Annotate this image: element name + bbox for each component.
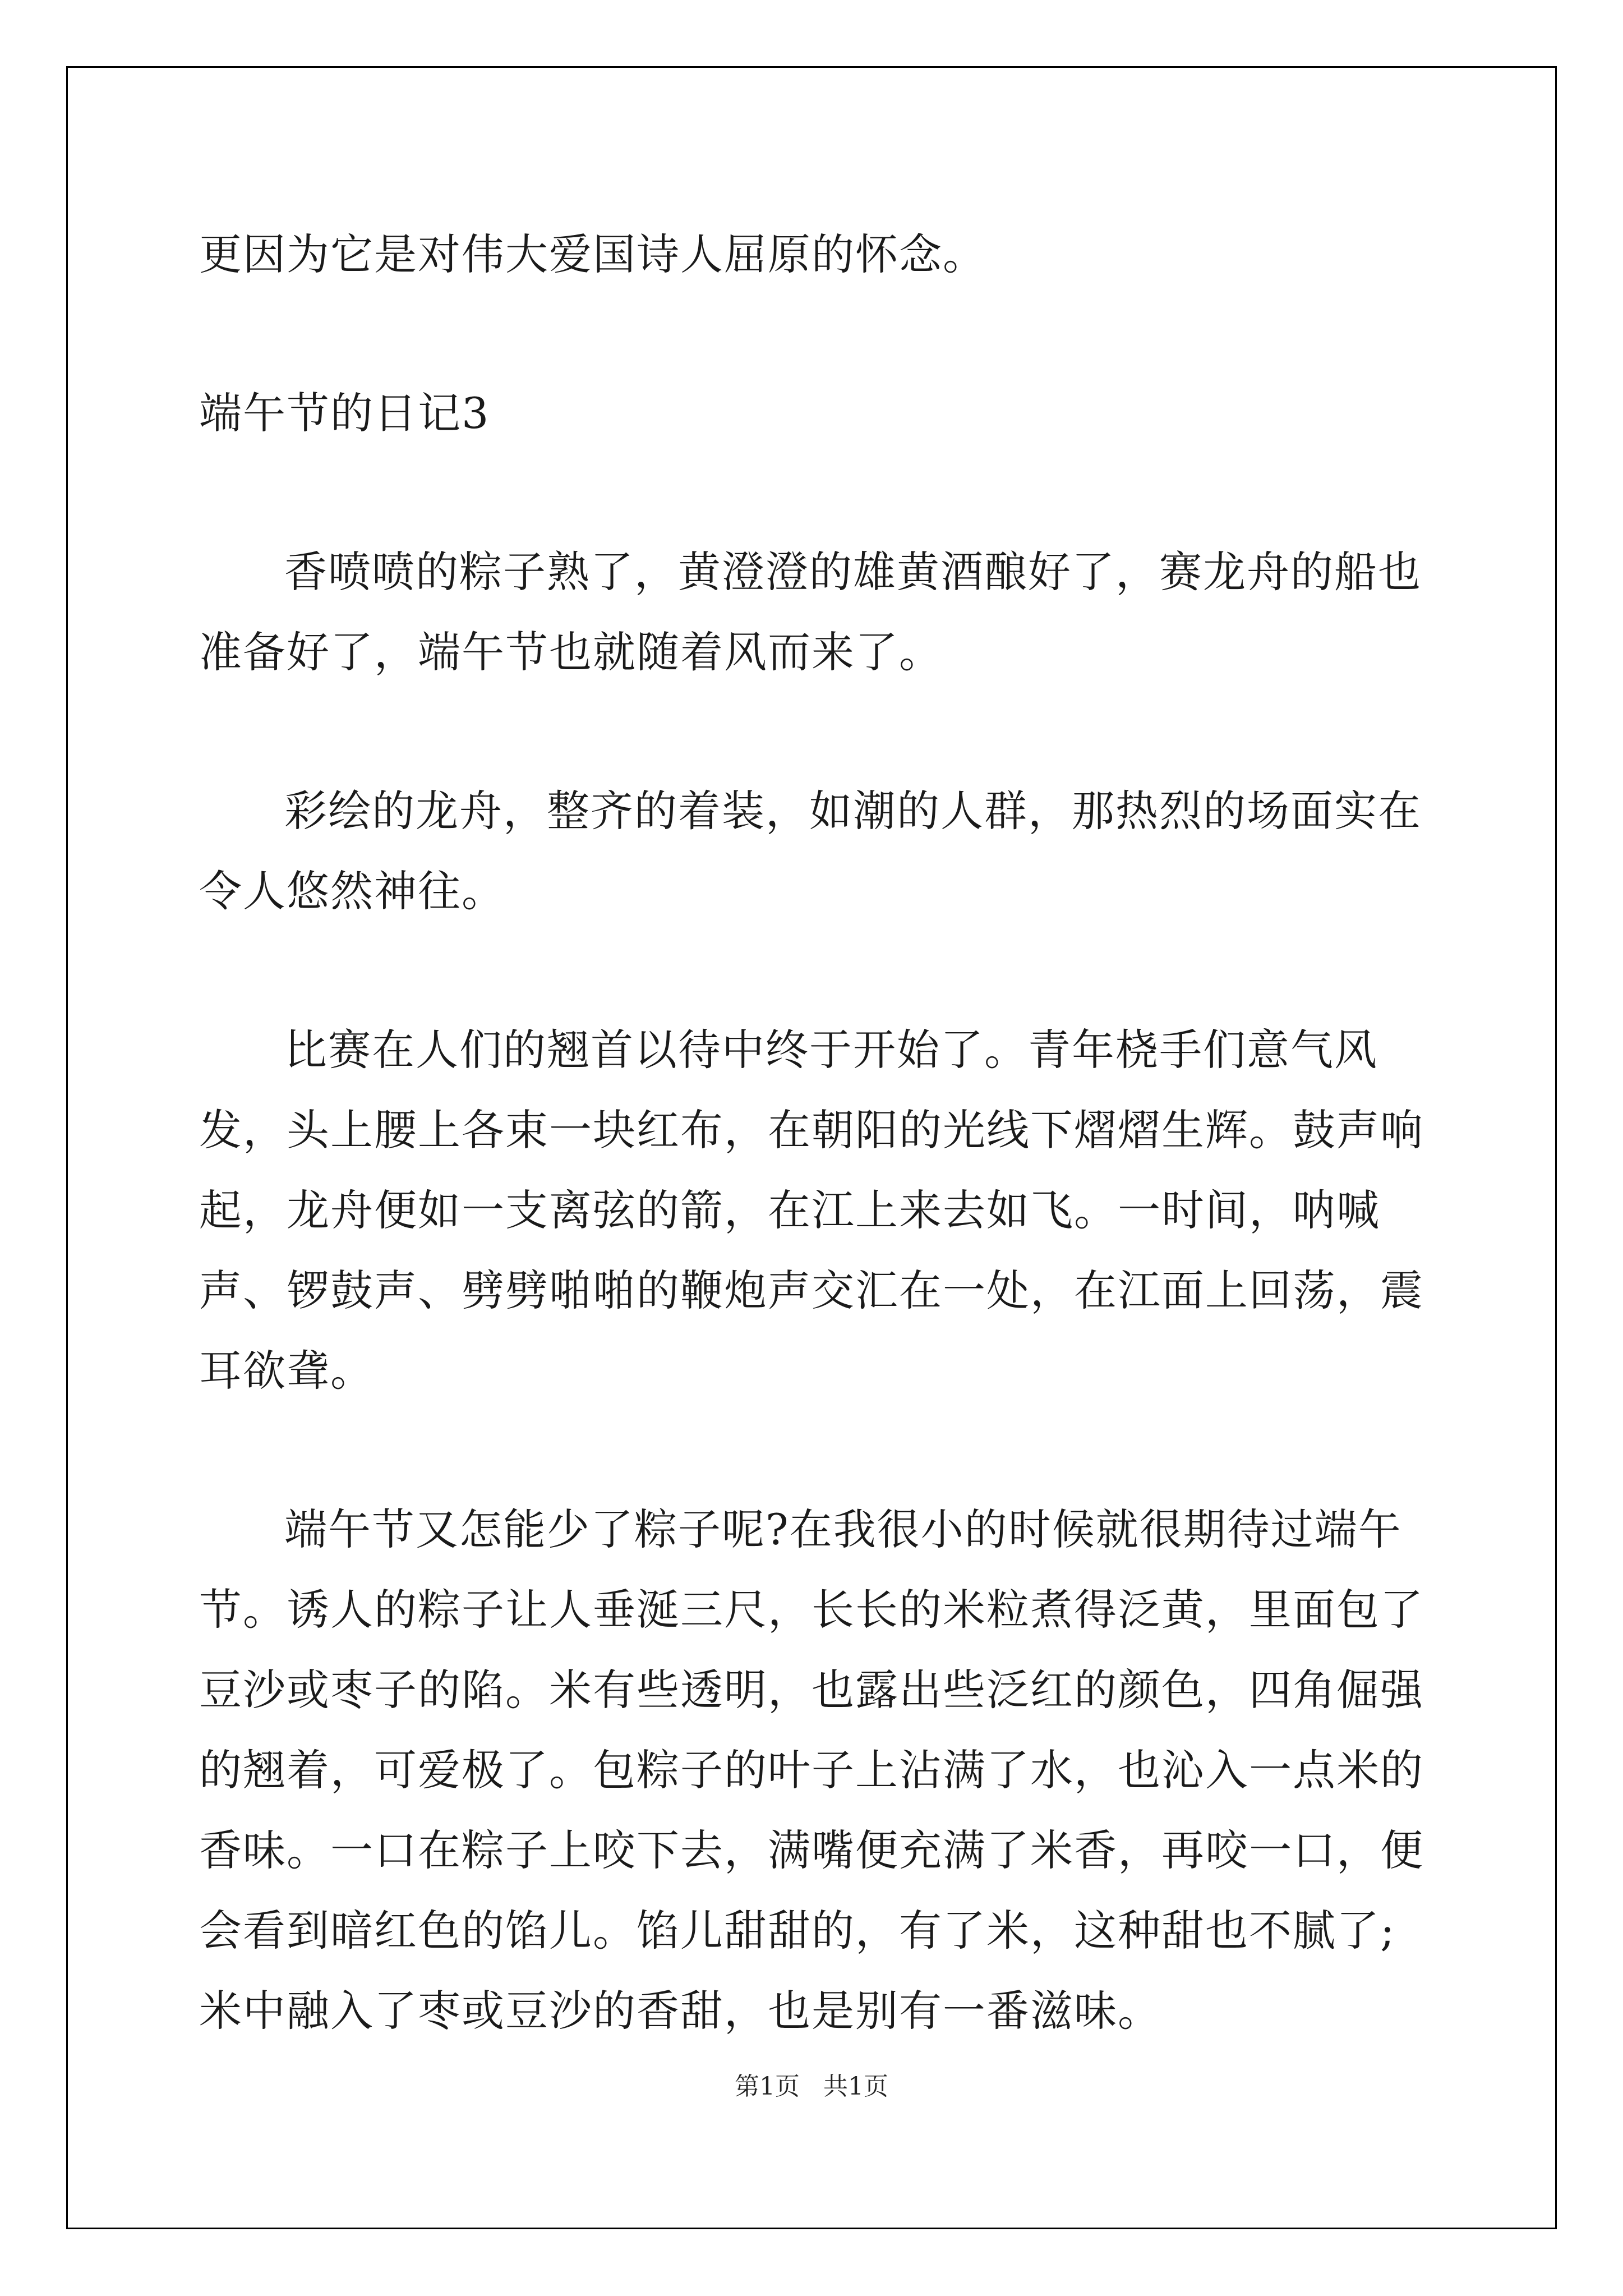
paragraph-continuation: 更因为它是对伟大爱国诗人屈原的怀念。 bbox=[199, 229, 986, 279]
page-number: 第1页 bbox=[735, 2072, 800, 2101]
page-total: 共1页 bbox=[823, 2072, 888, 2101]
section-heading: 端午节的日记3 bbox=[199, 388, 490, 438]
paragraph: 端午节又怎能少了粽子呢?在我很小的时候就很期待过端午节。诱人的粽子让人垂涎三尺，长长的米粒煮得泛黄，里面包了豆沙或枣子的陷。米有些透明，也露出些泛红的颜色，四角倔强的翘着，可爱极了。包粽子的叶子上沾满了水，也沁入一点米的香味。一口在粽子上咬下去，满嘴便充满了米香，再咬一口，便会看到暗红色的馅儿。馅儿甜甜的，有了米，这种甜也不腻了;米中融入了枣或豆沙的香甜，也是别有一番滋味。 bbox=[199, 1504, 1424, 2036]
document-body bbox=[199, 214, 1438, 2051]
paragraph: 比赛在人们的翘首以待中终于开始了。青年桡手们意气风发，头上腰上各束一块红布，在朝阳的光线下熠熠生辉。鼓声响起，龙舟便如一支离弦的箭，在江上来去如飞。一时间，呐喊声、锣鼓声、劈劈啪啪的鞭炮声交汇在一处，在江面上回荡，震耳欲聋。 bbox=[199, 1025, 1424, 1396]
paragraph: 香喷喷的粽子熟了，黄澄澄的雄黄酒酿好了，赛龙舟的船也准备好了，端午节也就随着风而来了。 bbox=[199, 547, 1422, 677]
page-footer bbox=[0, 2070, 1623, 2104]
paragraph: 彩绘的龙舟，整齐的着装，如潮的人群，那热烈的场面实在令人悠然神往。 bbox=[199, 786, 1422, 916]
